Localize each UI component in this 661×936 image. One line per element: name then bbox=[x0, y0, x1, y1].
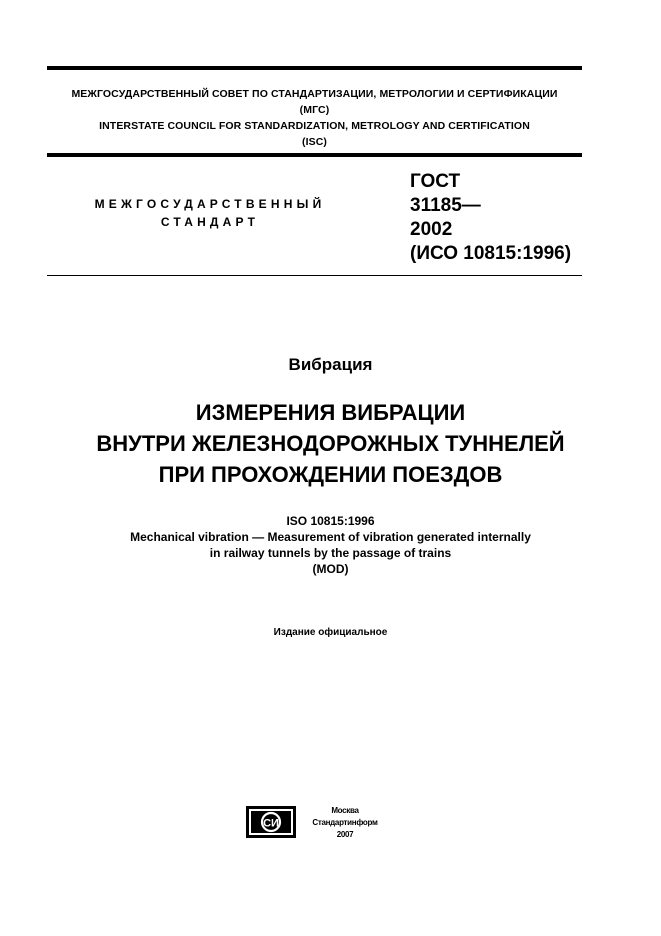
topic-heading: Вибрация bbox=[288, 355, 373, 374]
title-line3: ПРИ ПРОХОЖДЕНИИ ПОЕЗДОВ bbox=[158, 462, 503, 487]
gost-number: 31185 bbox=[410, 195, 462, 216]
council-ru: МЕЖГОСУДАРСТВЕННЫЙ СОВЕТ ПО СТАНДАРТИЗАЦИИ, МЕТРОЛОГИИ И СЕРТИФИКАЦИИ bbox=[71, 88, 558, 100]
iso-reference bbox=[0, 513, 661, 577]
standard-type bbox=[60, 195, 360, 231]
council-header bbox=[47, 86, 582, 150]
title-line2: ВНУТРИ ЖЕЛЕЗНОДОРОЖНЫХ ТУННЕЛЕЙ bbox=[96, 431, 565, 456]
designation-rule bbox=[47, 275, 582, 276]
gost-label: ГОСТ bbox=[410, 171, 461, 192]
council-ru-abbr: (МГС) bbox=[299, 104, 330, 116]
council-en: INTERSTATE COUNCIL FOR STANDARDIZATION, METROLOGY AND CERTIFICATION bbox=[99, 120, 530, 132]
gost-iso-ref: (ИСО 10815:1996) bbox=[410, 243, 572, 264]
gost-year: 2002 bbox=[410, 219, 453, 240]
gost-dash: — bbox=[461, 195, 481, 216]
publisher-name: Стандартинформ bbox=[312, 818, 378, 827]
middle-rule bbox=[47, 153, 582, 157]
iso-mod: (MOD) bbox=[312, 562, 349, 576]
publisher-imprint bbox=[300, 805, 390, 841]
standard-type-line1: МЕЖГОСУДАРСТВЕННЫЙ bbox=[94, 197, 326, 211]
gost-designation bbox=[410, 170, 571, 266]
iso-title-line2: in railway tunnels by the passage of trains bbox=[209, 546, 452, 560]
council-en-abbr: (ISC) bbox=[302, 136, 327, 148]
publisher-city: Москва bbox=[331, 806, 359, 815]
publisher-year: 2007 bbox=[336, 830, 354, 839]
standard-type-line2: СТАНДАРТ bbox=[160, 215, 260, 229]
document-title bbox=[0, 397, 661, 490]
edition-note: Издание официальное bbox=[273, 627, 388, 638]
title-line1: ИЗМЕРЕНИЯ ВИБРАЦИИ bbox=[195, 400, 466, 425]
standartinform-logo-icon bbox=[246, 806, 296, 838]
top-rule bbox=[47, 66, 582, 70]
iso-title-line1: Mechanical vibration — Measurement of vibration generated internally bbox=[130, 530, 531, 544]
svg-text:СИ: СИ bbox=[263, 817, 279, 830]
iso-code: ISO 10815:1996 bbox=[286, 514, 375, 528]
